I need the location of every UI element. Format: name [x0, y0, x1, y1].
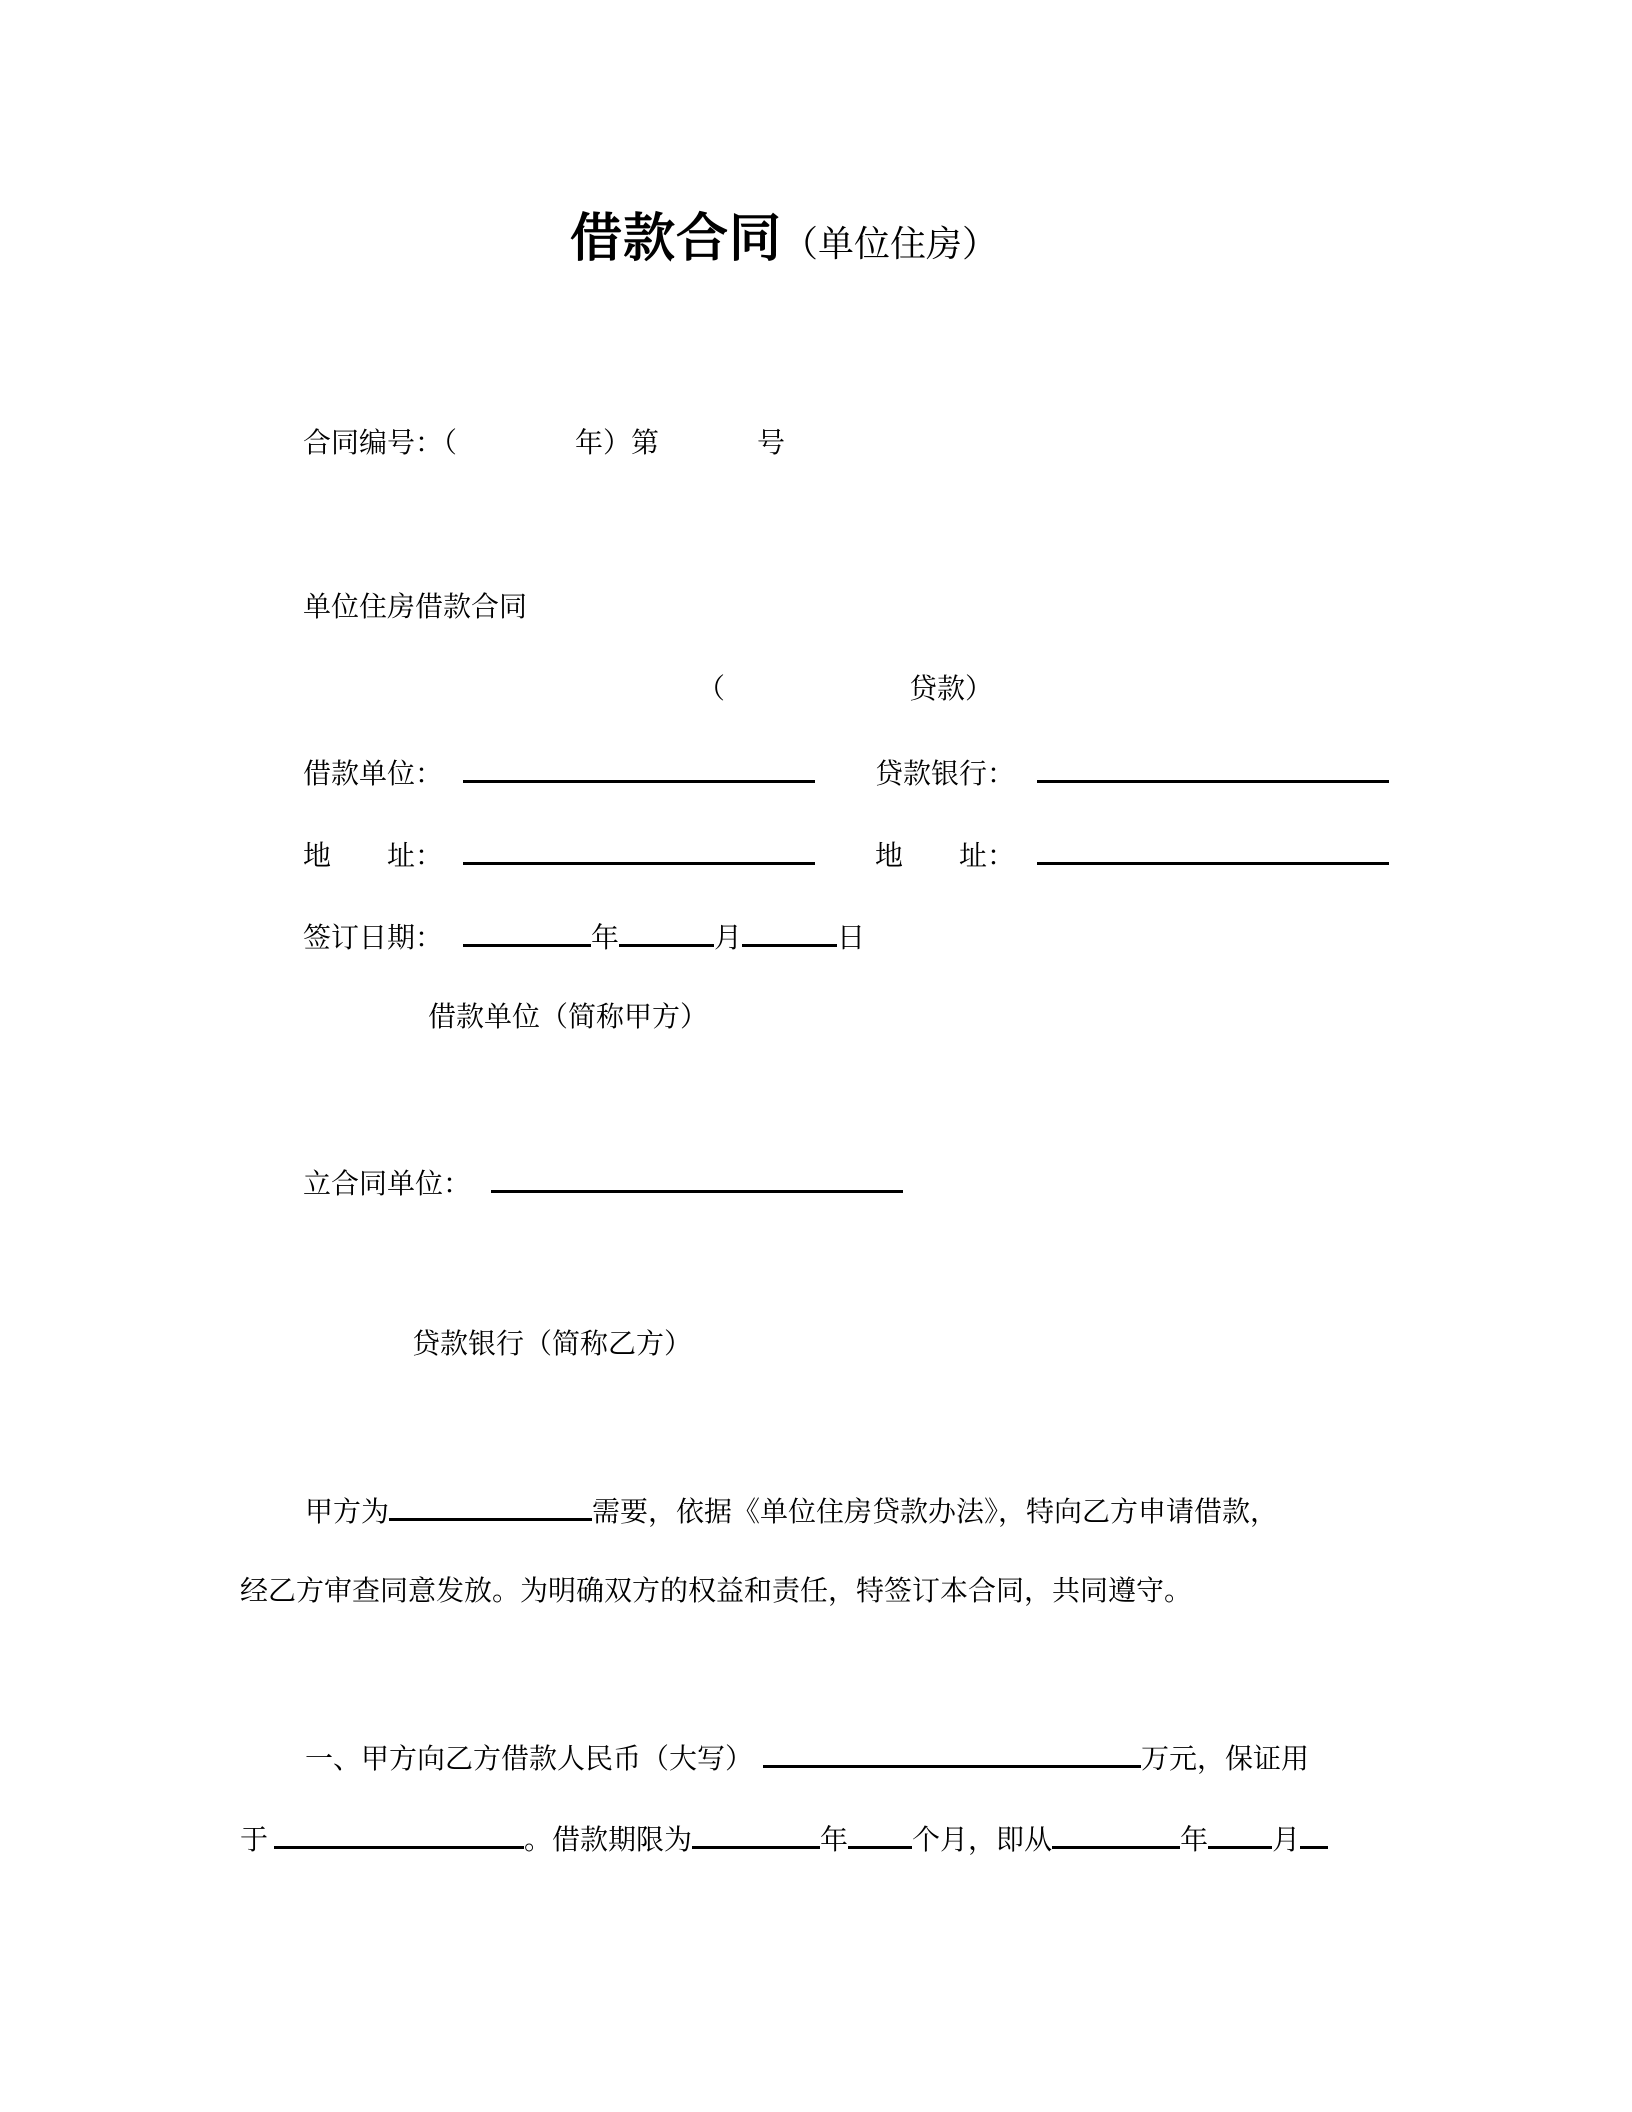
borrower-address-label: 地 址：: [303, 839, 444, 872]
start-month-field[interactable]: [1208, 1820, 1272, 1849]
lender-address-label: 地 址：: [875, 839, 1016, 872]
clause-1-text-d: 。借款期限为: [524, 1823, 693, 1856]
contract-number-label: 合同编号：（: [303, 426, 458, 459]
title-suffix: （单位住房）: [782, 224, 999, 265]
clause-1-text-h: 月: [1272, 1823, 1301, 1856]
borrower-label: 借款单位：: [303, 757, 444, 790]
lender-address-field[interactable]: [1037, 836, 1389, 865]
title-main: 借款合同: [570, 209, 783, 269]
start-year-field[interactable]: [1052, 1820, 1180, 1849]
loan-type-close: 贷款）: [909, 672, 994, 705]
sign-date-line: [303, 918, 865, 955]
preamble-purpose-field[interactable]: [389, 1492, 592, 1521]
lender-label: 贷款银行：: [875, 757, 1016, 790]
sign-year-field[interactable]: [463, 918, 591, 947]
lender-field[interactable]: [1037, 754, 1389, 783]
clause-1-text-b: 万元，保证用: [1141, 1742, 1310, 1775]
party-a-heading: 借款单位（简称甲方）: [428, 1000, 709, 1033]
loan-type-open: （: [697, 672, 726, 705]
clause-1-line-2: [240, 1820, 1328, 1857]
loan-term-months-field[interactable]: [848, 1820, 912, 1849]
clause-1-text-f: 个月，即从: [912, 1823, 1053, 1856]
clause-1-text-e: 年: [820, 1823, 849, 1856]
preamble-text-a: 甲方为: [305, 1495, 390, 1528]
preamble-text-b: 需要，依据《单位住房贷款办法》，特向乙方申请借款，: [592, 1495, 1279, 1528]
loan-term-years-field[interactable]: [692, 1820, 820, 1849]
loan-usage-field[interactable]: [274, 1820, 524, 1849]
contract-number-line: [303, 426, 785, 460]
document-title: [570, 196, 998, 271]
clause-1-text-c: 于: [240, 1823, 269, 1856]
borrower-address-line: [303, 836, 815, 873]
sign-date-label: 签订日期：: [303, 921, 444, 954]
contract-unit-field[interactable]: [491, 1164, 903, 1193]
sign-month-field[interactable]: [619, 918, 714, 947]
contract-unit-line: [303, 1164, 903, 1201]
loan-type-line: [697, 672, 993, 706]
borrower-address-field[interactable]: [463, 836, 815, 865]
document-subtitle: 单位住房借款合同: [303, 590, 528, 623]
preamble-line-1: [305, 1492, 1278, 1529]
loan-amount-field[interactable]: [763, 1739, 1141, 1768]
borrower-line: [303, 754, 815, 791]
sign-year-unit: 年: [591, 921, 620, 954]
preamble-line-2: 经乙方审查同意发放。为明确双方的权益和责任，特签订本合同，共同遵守。: [240, 1574, 1193, 1607]
party-b-heading: 贷款银行（简称乙方）: [412, 1327, 693, 1360]
lender-line: [875, 754, 1389, 791]
clause-1-line-1: [305, 1739, 1309, 1776]
sign-day-unit: 日: [837, 921, 866, 954]
borrower-field[interactable]: [463, 754, 815, 783]
contract-number-suffix: 号: [757, 426, 786, 459]
sign-month-unit: 月: [714, 921, 743, 954]
clause-1-text-a: 一、甲方向乙方借款人民币（大写）: [305, 1742, 754, 1775]
clause-1-text-g: 年: [1180, 1823, 1209, 1856]
start-day-field[interactable]: [1300, 1820, 1328, 1849]
contract-year-suffix: 年）第: [575, 426, 660, 459]
contract-unit-label: 立合同单位：: [303, 1167, 472, 1200]
lender-address-line: [875, 836, 1389, 873]
sign-day-field[interactable]: [742, 918, 837, 947]
